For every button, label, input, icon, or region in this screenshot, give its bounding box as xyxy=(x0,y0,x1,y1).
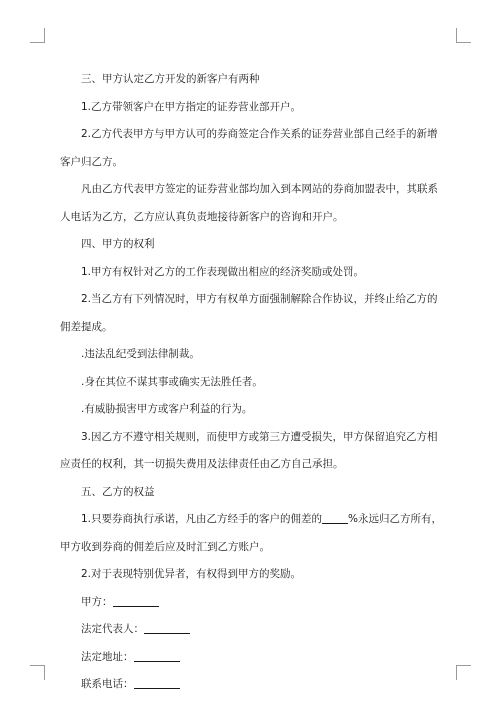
percentage-blank xyxy=(322,511,348,524)
crop-mark-top-left xyxy=(30,28,45,43)
clause-3-2: 2.乙方代表甲方与甲方认可的券商签定合作关系的证券营业部自己经手的新增客户归乙方。 xyxy=(60,128,438,168)
contact-phone-label: 联系电话： xyxy=(81,678,134,690)
clause-3-note: 凡由乙方代表甲方签定的证券营业部均加入到本网站的券商加盟表中，其联系人电话为乙方，乙方应认真负责地接待新客户的咨询和开户。 xyxy=(60,183,438,223)
legal-rep-label: 法定代表人： xyxy=(81,623,144,635)
signature-party-a xyxy=(60,589,445,617)
crop-mark-bottom-right xyxy=(456,665,471,680)
clause-4-1: 1.甲方有权针对乙方的工作表现做出相应的经济奖励或处罚。 xyxy=(81,265,365,278)
crop-mark-bottom-left xyxy=(30,665,45,680)
party-a-label: 甲方： xyxy=(81,595,113,608)
legal-rep-blank xyxy=(144,621,190,634)
contact-phone-blank xyxy=(134,676,180,689)
clause-5-2: 2.对于表现特别优异者，有权得到甲方的奖励。 xyxy=(81,568,302,580)
section-heading-5: 五、乙方的权益 xyxy=(81,485,155,498)
clause-5-1-text-start: 1.只要券商执行承诺，凡由乙方经手的客户的佣差的 xyxy=(81,513,323,525)
document-body xyxy=(60,66,445,699)
signature-contact-phone xyxy=(60,671,445,699)
section-heading-4: 四、甲方的权利 xyxy=(81,238,155,250)
clause-4-2-item-2: .身在其位不谋其事或确实无法胜任者。 xyxy=(81,375,263,388)
signature-legal-address xyxy=(60,644,445,672)
legal-address-label: 法定地址： xyxy=(81,650,134,663)
party-a-blank xyxy=(113,594,159,607)
clause-4-3: 3.因乙方不遵守相关规则，而使甲方或第三方遭受损失，甲方保留追究乙方相应责任的权利，其一切损失费用及法律责任由乙方自己承担。 xyxy=(60,430,438,470)
clause-5-1 xyxy=(60,506,445,561)
clause-3-1: 1.乙方带领客户在甲方指定的证券营业部开户。 xyxy=(81,100,302,113)
crop-mark-top-right xyxy=(456,28,471,43)
signature-legal-rep xyxy=(60,616,445,644)
clause-4-2: 2.当乙方有下列情况时，甲方有权单方面强制解除合作协议，并终止给乙方的佣差提成。 xyxy=(60,293,438,333)
clause-4-2-item-1: .违法乱纪受到法律制裁。 xyxy=(81,348,200,360)
section-heading-3: 三、甲方认定乙方开发的新客户有两种 xyxy=(81,73,260,85)
clause-4-2-item-3: .有威胁损害甲方或客户利益的行为。 xyxy=(81,403,253,415)
clause-5-1-text-end: %永远归乙方所有，甲方收到券商的佣差后应及时汇到乙方账户。 xyxy=(60,513,443,553)
legal-address-blank xyxy=(134,649,180,662)
